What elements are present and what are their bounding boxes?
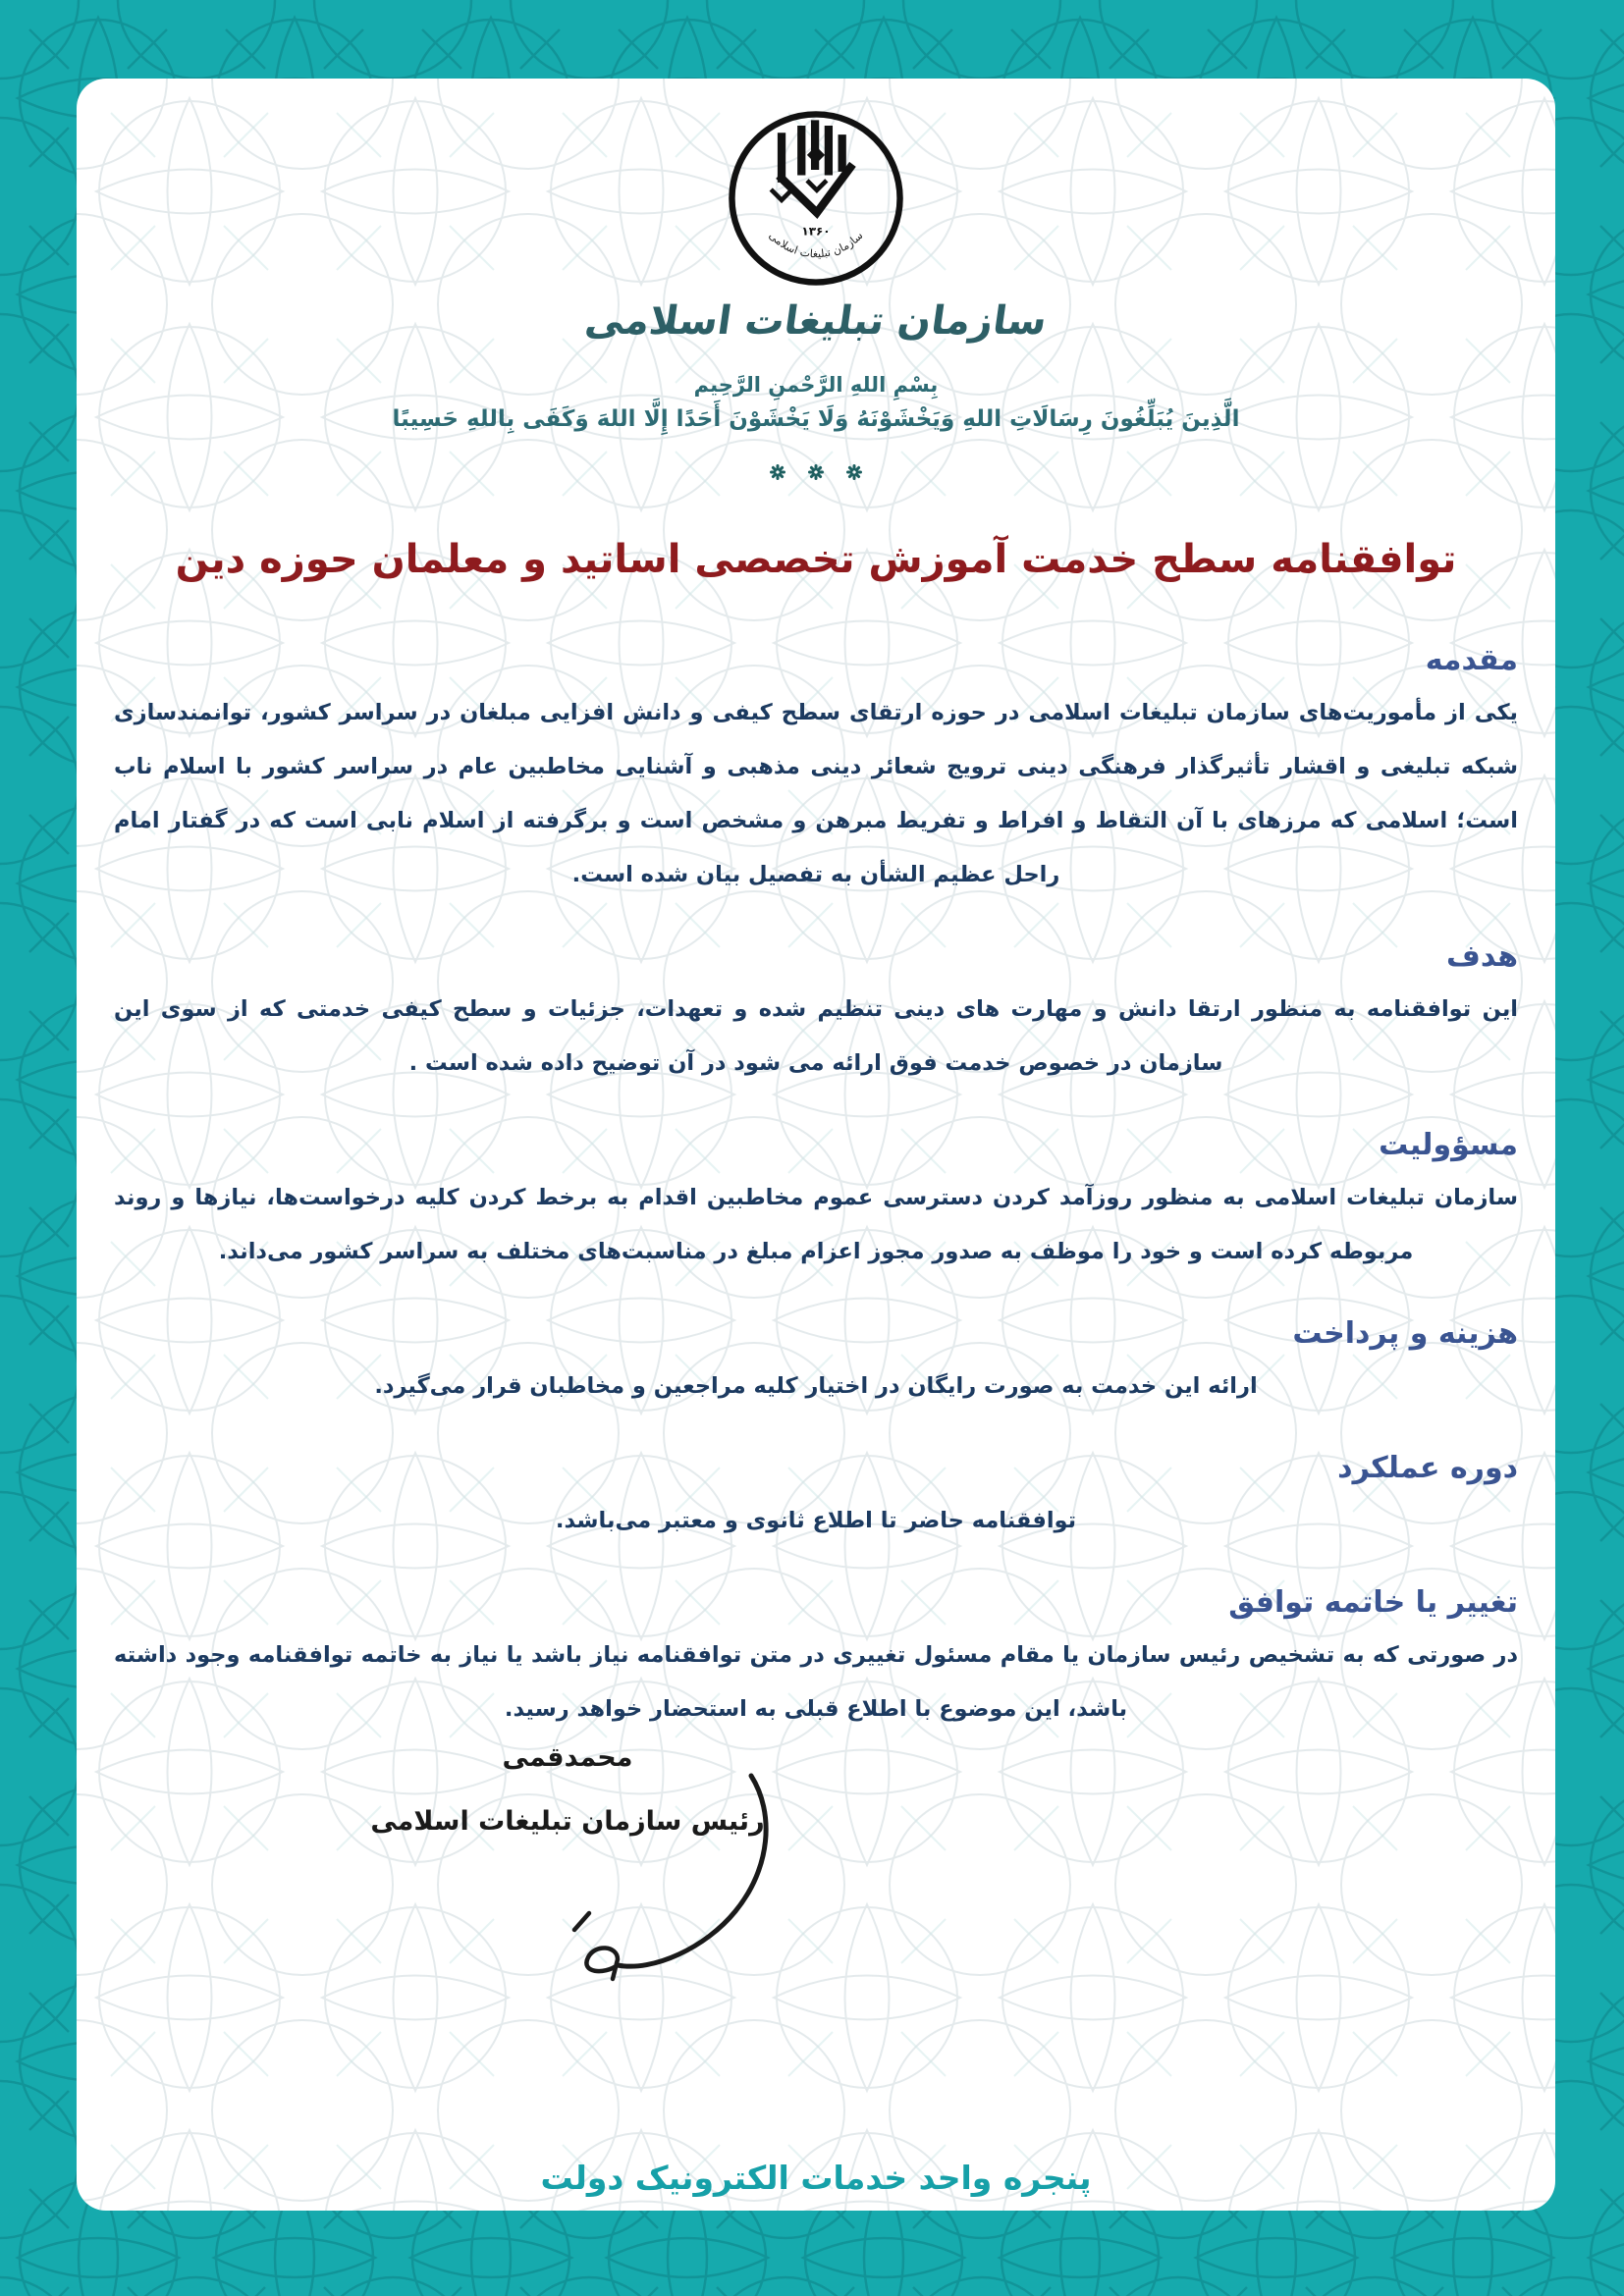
asterisk-icon [846,464,862,480]
section-cost-payment [114,1312,1518,1414]
section-introduction [114,639,1518,902]
section-goal [114,935,1518,1091]
section-body: در صورتی که به تشخیص رئیس سازمان یا مقام مسئول تغییری در متن توافقنامه نیاز باشد یا نیاز به خاتمه توافقنامه وجود داشته باشد، این موضوع با اطلاع قبلی به استحضار خواهد رسید. [114,1642,1518,1722]
page [77,79,1555,2211]
section-heading: هدف [1446,939,1518,974]
org-emblem-icon [726,108,906,289]
logo-ring-text: سازمان تبلیغات اسلامی [766,229,866,261]
section-body: یکی از مأموریت‌های سازمان تبلیغات اسلامی در حوزه ارتقای سطح کیفی و دانش افزایی مبلغان در سراسر کشور، توانمندسازی شبکه تبلیغی و اقشار تأثیرگذار فرهنگی دینی ترویج شعائر دینی مذهبی و آشنایی مخاطبین عام در سراسر کشور با اسلام ناب است؛ اسلامی که مرزهای با آن التقاط و افراط و تفریط مبرهن و مشخص است و برگرفته از اسلام نابی است که در گفتار امام راحل عظیم الشأن به تفصیل بیان شده است. [114,700,1518,887]
section-heading: تغییر یا خاتمه توافق [1228,1585,1518,1620]
section-body: ارائه این خدمت به صورت رایگان در اختیار کلیه مراجعین و مخاطبان قرار می‌گیرد. [374,1373,1258,1399]
section-heading: مقدمه [1425,643,1518,677]
signer-role: رئیس سازمان تبلیغات اسلامی [370,1806,765,1837]
section-heading: مسؤولیت [1379,1128,1518,1162]
signature-block [342,1742,793,1837]
document-content [77,79,1555,2211]
org-name-calligraphy: سازمان تبلیغات اسلامی [581,298,1051,344]
section-body: این توافقنامه به منظور ارتقا دانش و مهارت های دینی تنظیم شده و تعهدات، جزئیات و سطح کیفی خدمتی که از سوی این سازمان در خصوص خدمت فوق ارائه می شود در آن توضیح داده شده است . [114,996,1518,1076]
asterisk-icon [770,464,785,480]
asterisk-divider [114,461,1518,480]
section-performance-period [114,1447,1518,1548]
signer-name: محمدقمی [502,1742,633,1773]
logo [114,79,1518,344]
footer-text: پنجره واحد خدمات الکترونیک دولت [540,2159,1092,2197]
section-body: توافقنامه حاضر تا اطلاع ثانوی و معتبر می‌باشد. [555,1508,1077,1533]
asterisk-icon [808,464,824,480]
bismillah-text: بِسْمِ اللهِ الرَّحْمنِ الرَّحِيم [693,373,939,397]
document-title: توافقنامه سطح خدمت آموزش تخصصی اساتید و معلمان حوزه دین [175,537,1457,582]
section-change-termination [114,1581,1518,1736]
logo-year: ۱۳۶۰ [801,224,831,239]
section-heading: هزینه و پرداخت [1292,1316,1518,1351]
section-body: سازمان تبلیغات اسلامی به منظور روزآمد کردن دسترسی عموم مخاطبین اقدام به برخط کردن کلیه درخواست‌ها، نیازها و روند مربوطه کرده است و خود را موظف به صدور مجوز اعزام مبلغ در مناسبت‌های مختلف به سراسر کشور می‌داند. [114,1185,1518,1264]
section-responsibility [114,1124,1518,1279]
quran-verse-text: الَّذِينَ يُبَلِّغُونَ رِسَالَاتِ اللهِ وَيَخْشَوْنَهُ وَلَا يَخْشَوْنَ أَحَدًا إِلَّا اللهَ وَكَفَى بِاللهِ حَسِيبًا [392,406,1240,432]
section-heading: دوره عملکرد [1337,1451,1518,1485]
